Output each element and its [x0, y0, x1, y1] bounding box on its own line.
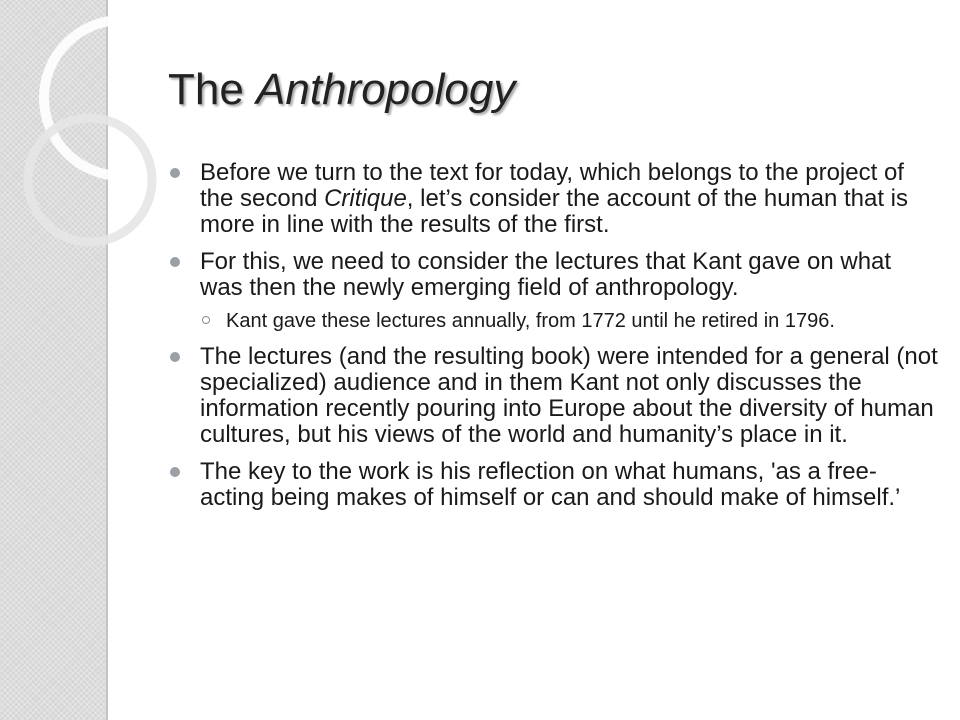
title-italic: Anthropology: [256, 65, 516, 114]
sub-bullet-ring-icon: [202, 316, 210, 324]
bullet-text: The lectures (and the resulting book) were intended for a general (not specialized) audience and in them Kant not only discusses the information recently pouring into Europe about the diversity of human cultures, but his views of the world and humanity’s place in it.: [200, 343, 938, 448]
bullet-item: [168, 344, 938, 448]
slide-title: [168, 62, 515, 118]
bullet-text: Before we turn to the text for today, which belongs to the project of the second: [200, 159, 904, 212]
slide-body: [168, 160, 938, 522]
bullet-item: [168, 249, 938, 301]
bullet-text: , let’s consider the account of the human that is more in line with the results of the first.: [200, 185, 908, 238]
sub-bullet-text: Kant gave these lectures annually, from 1772 until he retired in 1796.: [226, 310, 835, 332]
bullet-item: [168, 160, 938, 238]
bullet-item: [168, 459, 938, 511]
bullet-dot-icon: [170, 352, 180, 362]
sub-bullet-item: [168, 310, 938, 332]
bullet-dot-icon: [170, 168, 180, 178]
bullet-text: For this, we need to consider the lectures that Kant gave on what was then the newly emerging field of anthropology.: [200, 248, 892, 301]
bullet-dot-icon: [170, 467, 180, 477]
bullet-dot-icon: [170, 257, 180, 267]
bullet-text: The key to the work is his reflection on what humans, 'as a free-acting being makes of himself or can and should make of himself.’: [200, 458, 901, 511]
bullet-text-italic: Critique: [324, 185, 407, 212]
title-prefix: The: [168, 65, 257, 114]
